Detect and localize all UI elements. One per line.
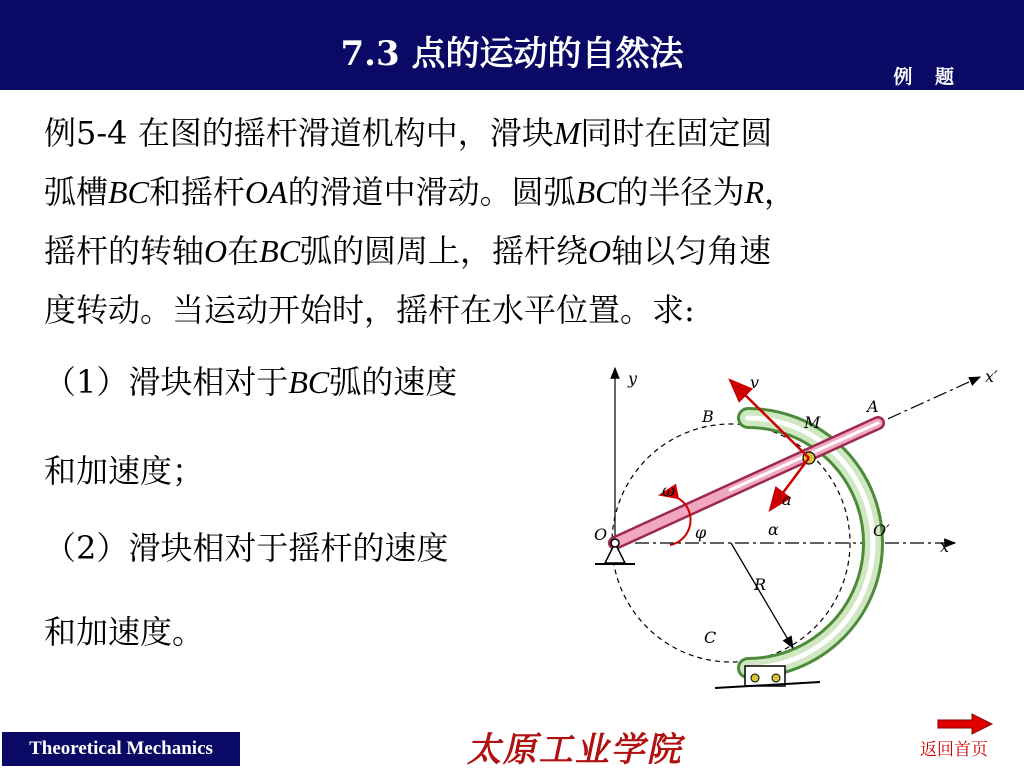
label-o: O (594, 525, 608, 544)
label-y: y (628, 369, 638, 388)
mechanism-diagram (580, 360, 1020, 705)
label-omega: ω (662, 481, 676, 500)
problem-statement (44, 104, 1004, 340)
problem-line-2: 弧槽BC和摇杆OA的滑道中滑动。圆弧BC的半径为R， (44, 173, 797, 211)
label-alpha: α (768, 520, 779, 539)
page-subtitle: 例 题 (893, 66, 962, 88)
question-1-line-1: （1）滑块相对于BC弧的速度 (44, 363, 458, 401)
page-title: 7.3 点的运动的自然法 (340, 34, 684, 74)
question-1-line-2: 和加速度； (44, 452, 205, 490)
label-b: B (702, 407, 714, 426)
home-link[interactable]: 返回首页 (920, 740, 988, 760)
label-r: R (754, 575, 767, 594)
problem-line-1: 例5-4 在图的摇杆滑道机构中，滑块M同时在固定圆 (44, 114, 773, 152)
problem-line-4: 度转动。当运动开始时，摇杆在水平位置。求: (44, 291, 695, 329)
label-x-prime: x′ (985, 367, 998, 386)
radius-line (731, 543, 793, 648)
problem-line-3: 摇杆的转轴O在BC弧的圆周上，摇杆绕O轴以匀角速 (44, 232, 772, 270)
school-logo: 太原工业学院 (465, 730, 690, 770)
label-m: M (804, 413, 821, 432)
label-c: C (704, 628, 717, 647)
header-bar (0, 0, 1024, 90)
question-2-line-2: 和加速度。 (44, 613, 205, 651)
label-phi: φ (695, 523, 707, 542)
label-x: x (940, 537, 950, 556)
label-a-point: A (867, 397, 879, 416)
label-o-prime: O′ (873, 521, 890, 540)
course-badge: Theoretical Mechanics (2, 732, 240, 766)
label-v: v (750, 373, 760, 392)
question-2-line-1: （2）滑块相对于摇杆的速度 (44, 529, 449, 567)
home-arrow-icon[interactable] (936, 712, 994, 736)
label-a-accel: a (782, 490, 792, 509)
